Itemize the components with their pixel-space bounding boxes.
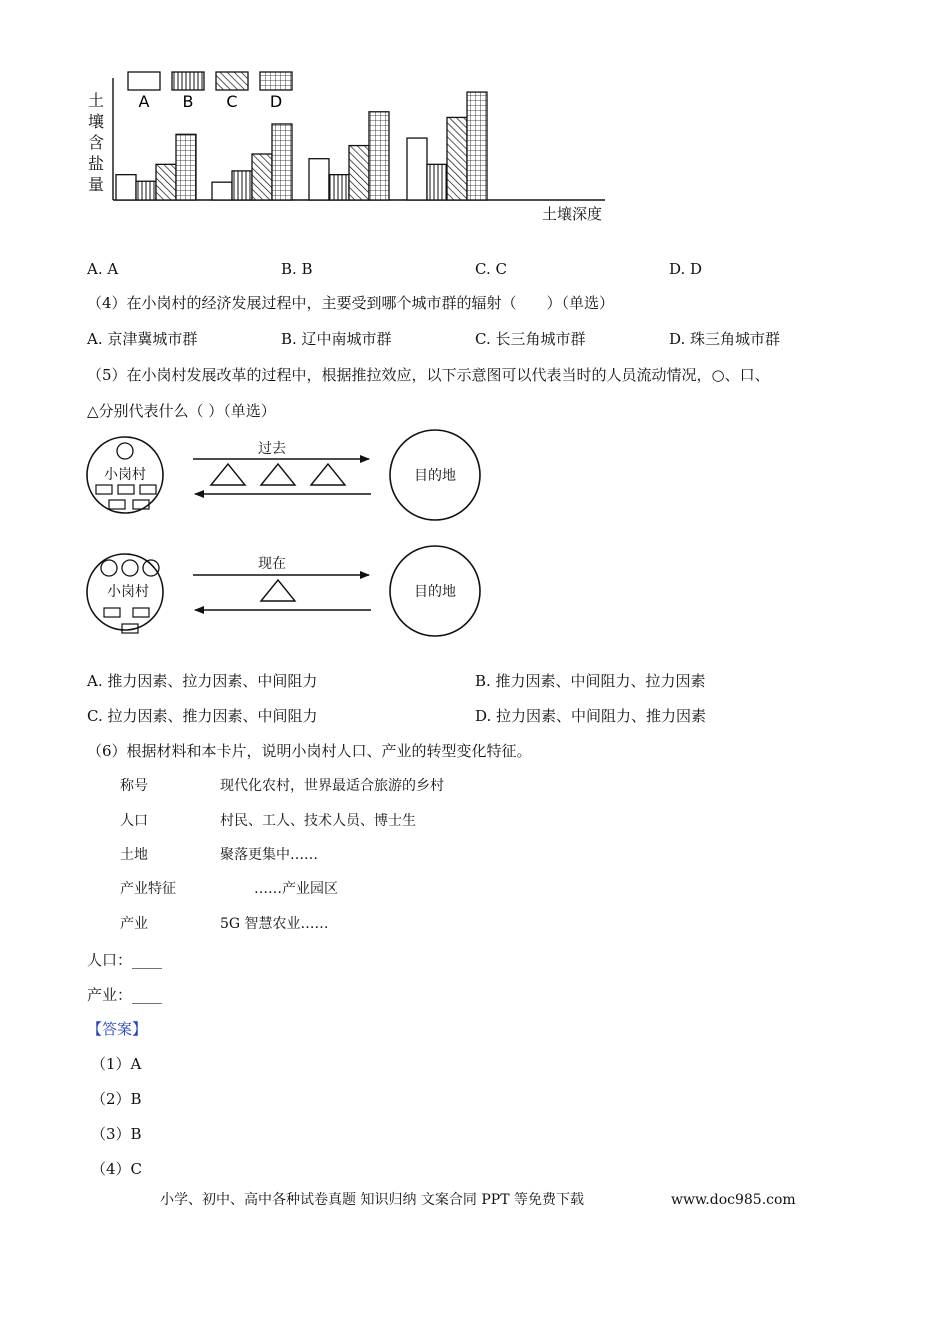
legend-label-d: D: [269, 92, 283, 111]
bar-b-group-3: [329, 175, 349, 200]
y-axis-label-char: 土: [88, 91, 105, 110]
bar-b-group-1: [136, 181, 156, 200]
y-axis-label-char: 壤: [88, 112, 105, 131]
q5-option-d: D. 拉力因素、中间阻力、推力因素: [475, 707, 707, 725]
village-label-past: 小岗村: [104, 467, 146, 483]
bar-c-group-2: [252, 154, 272, 200]
y-axis-label-char: 盐: [88, 154, 105, 173]
q4-option-c: C. 长三角城市群: [475, 330, 586, 348]
circle-symbol: [143, 560, 159, 576]
blank-industry: 产业：____: [87, 986, 163, 1004]
q5-stem-line2: △分别代表什么（ ）（单选）: [87, 402, 276, 420]
y-axis-label-char: 含: [88, 133, 105, 152]
legend-swatch-c: [216, 72, 248, 90]
square-symbol: [109, 500, 125, 509]
q5-option-b: B. 推力因素、中间阻力、拉力因素: [475, 672, 706, 690]
triangle-symbol: [211, 464, 245, 485]
bar-b-group-4: [427, 164, 447, 200]
card-value-industry-feature: ……产业园区: [254, 881, 338, 897]
card-label-industry: 产业: [120, 916, 148, 932]
bar-a-group-3: [309, 159, 329, 200]
bar-d-group-2: [272, 124, 292, 200]
square-symbol: [104, 608, 120, 617]
card-label-land: 土地: [120, 847, 148, 863]
q3-option-c: C. C: [475, 260, 507, 278]
q3-option-b: B. B: [281, 260, 313, 278]
square-symbol: [133, 500, 149, 509]
answer-heading: 【答案】: [87, 1020, 148, 1038]
triangle-symbol: [311, 464, 345, 485]
footer-text: 小学、初中、高中各种试卷真题 知识归纳 文案合同 PPT 等免费下载: [160, 1192, 584, 1208]
legend-swatch-d: [260, 72, 292, 90]
square-symbol: [118, 485, 134, 494]
legend-label-b: B: [182, 92, 194, 111]
q5-option-a: A. 推力因素、拉力因素、中间阻力: [87, 672, 318, 690]
q5-option-c: C. 拉力因素、推力因素、中间阻力: [87, 707, 318, 725]
past-label: 过去: [258, 441, 286, 457]
destination-label-past: 目的地: [414, 468, 456, 484]
card-label-title: 称号: [120, 778, 148, 794]
square-symbol: [133, 608, 149, 617]
blank-population: 人口：____: [87, 951, 163, 969]
card-value-land: 聚落更集中……: [220, 847, 318, 863]
bar-c-group-3: [349, 146, 369, 200]
bar-a-group-2: [212, 182, 232, 200]
card-label-industry-feature: 产业特征: [120, 881, 176, 897]
soil-salinity-chart: [80, 60, 640, 230]
q4-option-d: D. 珠三角城市群: [669, 330, 781, 348]
legend-label-c: C: [226, 92, 238, 111]
square-symbol: [96, 485, 112, 494]
card-value-title: 现代化农村，世界最适合旅游的乡村: [220, 778, 444, 794]
answer-item-1: （1）A: [91, 1055, 142, 1073]
bar-d-group-1: [176, 134, 196, 200]
village-label-present: 小岗村: [107, 584, 149, 600]
legend-label-a: A: [138, 92, 150, 111]
triangle-symbol: [261, 464, 295, 485]
bar-d-group-4: [467, 92, 487, 200]
q3-option-d: D. D: [669, 260, 703, 278]
q6-stem: （6）根据材料和本卡片，说明小岗村人口、产业的转型变化特征。: [87, 742, 532, 760]
bar-d-group-3: [369, 112, 389, 200]
bar-c-group-4: [447, 117, 467, 200]
square-symbol: [140, 485, 156, 494]
answer-item-3: （3）B: [91, 1125, 142, 1143]
legend-swatch-a: [128, 72, 160, 90]
circle-symbol: [122, 560, 138, 576]
destination-label-present: 目的地: [414, 584, 456, 600]
bar-a-group-4: [407, 138, 427, 200]
circle-symbol: [117, 443, 133, 459]
q4-option-b: B. 辽中南城市群: [281, 330, 392, 348]
bar-c-group-1: [156, 164, 176, 200]
present-label: 现在: [258, 556, 286, 572]
footer-link[interactable]: www.doc985.com: [671, 1192, 796, 1208]
card-label-population: 人口: [120, 813, 148, 829]
bar-b-group-2: [232, 171, 252, 200]
circle-symbol: [101, 560, 117, 576]
card-value-population: 村民、工人、技术人员、博士生: [220, 813, 416, 829]
q3-option-a: A. A: [87, 260, 119, 278]
x-axis-label: 土壤深度: [542, 205, 603, 223]
q4-stem: （4）在小岗村的经济发展过程中，主要受到哪个城市群的辐射（ ）（单选）: [87, 294, 615, 312]
q5-stem-line1: （5）在小岗村发展改革的过程中，根据推拉效应，以下示意图可以代表当时的人员流动情况，○、口、: [87, 366, 770, 384]
legend-swatch-b: [172, 72, 204, 90]
push-pull-diagram: [80, 428, 500, 650]
card-value-industry: 5G 智慧农业……: [220, 916, 329, 932]
triangle-symbol: [261, 580, 295, 601]
y-axis-label-char: 量: [88, 175, 105, 194]
answer-item-4: （4）C: [91, 1160, 143, 1178]
q4-option-a: A. 京津冀城市群: [87, 330, 198, 348]
answer-item-2: （2）B: [91, 1090, 142, 1108]
bar-a-group-1: [116, 175, 136, 200]
